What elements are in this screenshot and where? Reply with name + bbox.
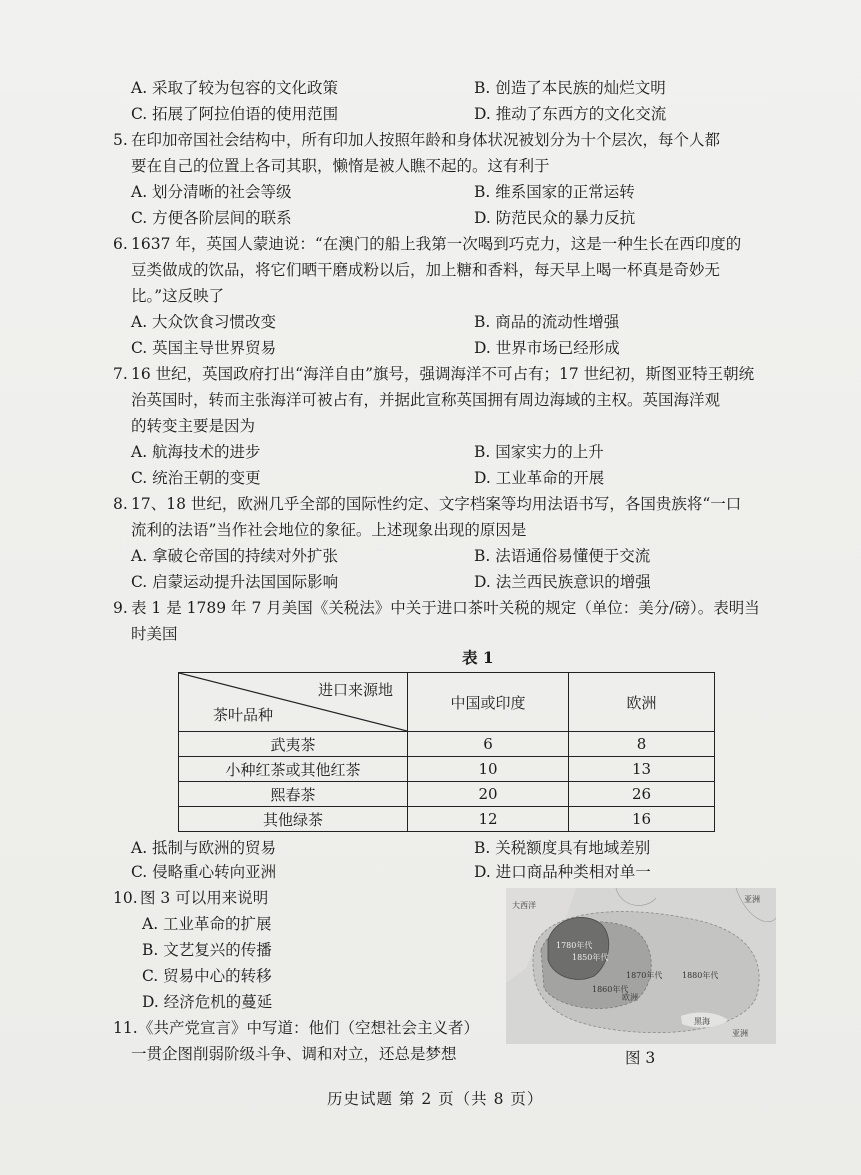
table-row — [179, 732, 715, 757]
q10-option-a: A. 工业革命的扩展 — [142, 915, 272, 933]
diagonal-header-cell — [179, 673, 408, 732]
q11-stem-line2: 一贯企图削弱阶级斗争、调和对立，还总是梦想 — [131, 1045, 457, 1063]
q6-option-a: A. 大众饮食习惯改变 — [131, 313, 277, 331]
q7-stem-line2: 治英国时，转而主张海洋可被占有，并据此宣称英国拥有周边海域的主权。英国海洋观 — [131, 391, 721, 409]
q10-number: 10. — [113, 889, 138, 907]
row-china-india-value: 12 — [408, 807, 569, 832]
q9-number: 9. — [113, 599, 128, 617]
row-europe-value: 16 — [569, 807, 715, 832]
q7-number: 7. — [113, 365, 128, 383]
q5-option-d: D. 防范民众的暴力反抗 — [474, 209, 636, 227]
q7-stem-line1: 16 世纪，英国政府打出“海洋自由”旗号，强调海洋不可占有；17 世纪初，斯图亚特王朝统 — [131, 365, 755, 383]
q7-option-c: C. 统治王朝的变更 — [131, 469, 261, 487]
row-europe-value: 8 — [569, 732, 715, 757]
q4-option-d: D. 推动了东西方的文化交流 — [474, 105, 667, 123]
header-china-india: 中国或印度 — [408, 673, 569, 732]
q5-stem-line2: 要在自己的位置上各司其职，懒惰是被人瞧不起的。这有利于 — [131, 157, 550, 175]
row-china-india-value: 10 — [408, 757, 569, 782]
header-source-label: 进口来源地 — [317, 681, 393, 699]
q9-option-a: A. 抵制与欧洲的贸易 — [131, 839, 277, 857]
q4-option-b: B. 创造了本民族的灿烂文明 — [474, 79, 666, 97]
q8-stem-line1: 17、18 世纪，欧洲几乎全部的国际性约定、文字档案等均用法语书写，各国贵族将“一口 — [131, 495, 742, 513]
q10-option-b: B. 文艺复兴的传播 — [142, 941, 272, 959]
q5-option-c: C. 方便各阶层间的联系 — [131, 209, 292, 227]
row-tea-name: 武夷茶 — [179, 732, 408, 757]
label-1860s: 1860年代 — [592, 985, 629, 994]
q8-option-b: B. 法语通俗易懂便于交流 — [474, 547, 651, 565]
q10-stem: 图 3 可以用来说明 — [140, 889, 269, 907]
q8-option-a: A. 拿破仑帝国的持续对外扩张 — [131, 547, 339, 565]
q6-stem-line2: 豆类做成的饮品，将它们晒干磨成粉以后，加上糖和香料，每天早上喝一杯真是奇妙无 — [131, 261, 721, 279]
page-footer: 历史试题 第 2 页（共 8 页） — [327, 1090, 544, 1108]
q10-option-c: C. 贸易中心的转移 — [142, 967, 272, 985]
figure-caption: 图 3 — [625, 1049, 656, 1067]
header-variety-label: 茶叶品种 — [213, 706, 274, 724]
q7-option-a: A. 航海技术的进步 — [131, 443, 261, 461]
q6-option-c: C. 英国主导世界贸易 — [131, 339, 277, 357]
label-1850s: 1850年代 — [572, 953, 609, 962]
q6-option-d: D. 世界市场已经形成 — [474, 339, 620, 357]
label-atlantic: 大西洋 — [512, 901, 536, 910]
q8-option-c: C. 启蒙运动提升法国国际影响 — [131, 573, 339, 591]
q6-stem-line3: 比。”这反映了 — [131, 287, 225, 305]
label-asia-bottom: 亚洲 — [732, 1029, 748, 1038]
industrial-spread-map — [506, 888, 776, 1044]
q8-number: 8. — [113, 495, 128, 513]
q7-option-d: D. 工业革命的开展 — [474, 469, 605, 487]
table-header-row — [179, 673, 715, 732]
q6-number: 6. — [113, 235, 128, 253]
q7-option-b: B. 国家实力的上升 — [474, 443, 604, 461]
table-row — [179, 807, 715, 832]
table-row — [179, 782, 715, 807]
row-europe-value: 26 — [569, 782, 715, 807]
row-tea-name: 熙春茶 — [179, 782, 408, 807]
table-caption: 表 1 — [462, 648, 494, 667]
q9-stem-line2: 时美国 — [131, 625, 178, 643]
q9-stem-line1: 表 1 是 1789 年 7 月美国《关税法》中关于进口茶叶关税的规定（单位：美分/磅）。表明当 — [131, 599, 760, 617]
tea-tariff-table — [178, 672, 715, 832]
row-tea-name: 小种红茶或其他红茶 — [179, 757, 408, 782]
q4-option-a: A. 采取了较为包容的文化政策 — [131, 79, 339, 97]
q10-option-d: D. 经济危机的蔓延 — [142, 993, 273, 1011]
table-row — [179, 757, 715, 782]
row-china-india-value: 20 — [408, 782, 569, 807]
label-1880s: 1880年代 — [682, 971, 719, 980]
q9-option-b: B. 关税额度具有地域差别 — [474, 839, 651, 857]
label-europe: 欧洲 — [622, 993, 638, 1002]
row-tea-name: 其他绿茶 — [179, 807, 408, 832]
row-china-india-value: 6 — [408, 732, 569, 757]
map-graphic — [506, 888, 776, 1044]
q4-option-c: C. 拓展了阿拉伯语的使用范围 — [131, 105, 339, 123]
q5-stem-line1: 在印加帝国社会结构中，所有印加人按照年龄和身体状况被划分为十个层次，每个人都 — [131, 131, 721, 149]
q9-option-d: D. 进口商品种类相对单一 — [474, 863, 651, 881]
label-black-sea: 黑海 — [694, 1017, 710, 1026]
label-asia-top: 亚洲 — [744, 895, 760, 904]
q7-stem-line3: 的转变主要是因为 — [131, 417, 256, 435]
q5-option-a: A. 划分清晰的社会等级 — [131, 183, 292, 201]
q8-stem-line2: 流利的法语”当作社会地位的象征。上述现象出现的原因是 — [131, 521, 527, 539]
row-europe-value: 13 — [569, 757, 715, 782]
q6-option-b: B. 商品的流动性增强 — [474, 313, 620, 331]
q9-option-c: C. 侵略重心转向亚洲 — [131, 863, 277, 881]
label-1870s: 1870年代 — [626, 971, 663, 980]
header-europe: 欧洲 — [569, 673, 715, 732]
q11-stem-line1: 《共产党宣言》中写道：他们（空想社会主义者） — [138, 1019, 480, 1037]
q5-option-b: B. 维系国家的正常运转 — [474, 183, 635, 201]
q11-number: 11. — [113, 1019, 138, 1037]
q5-number: 5. — [113, 131, 128, 149]
q6-stem-line1: 1637 年，英国人蒙迪说：“在澳门的船上我第一次喝到巧克力，这是一种生长在西印度的 — [131, 235, 742, 253]
q8-option-d: D. 法兰西民族意识的增强 — [474, 573, 651, 591]
label-1780s: 1780年代 — [556, 941, 593, 950]
